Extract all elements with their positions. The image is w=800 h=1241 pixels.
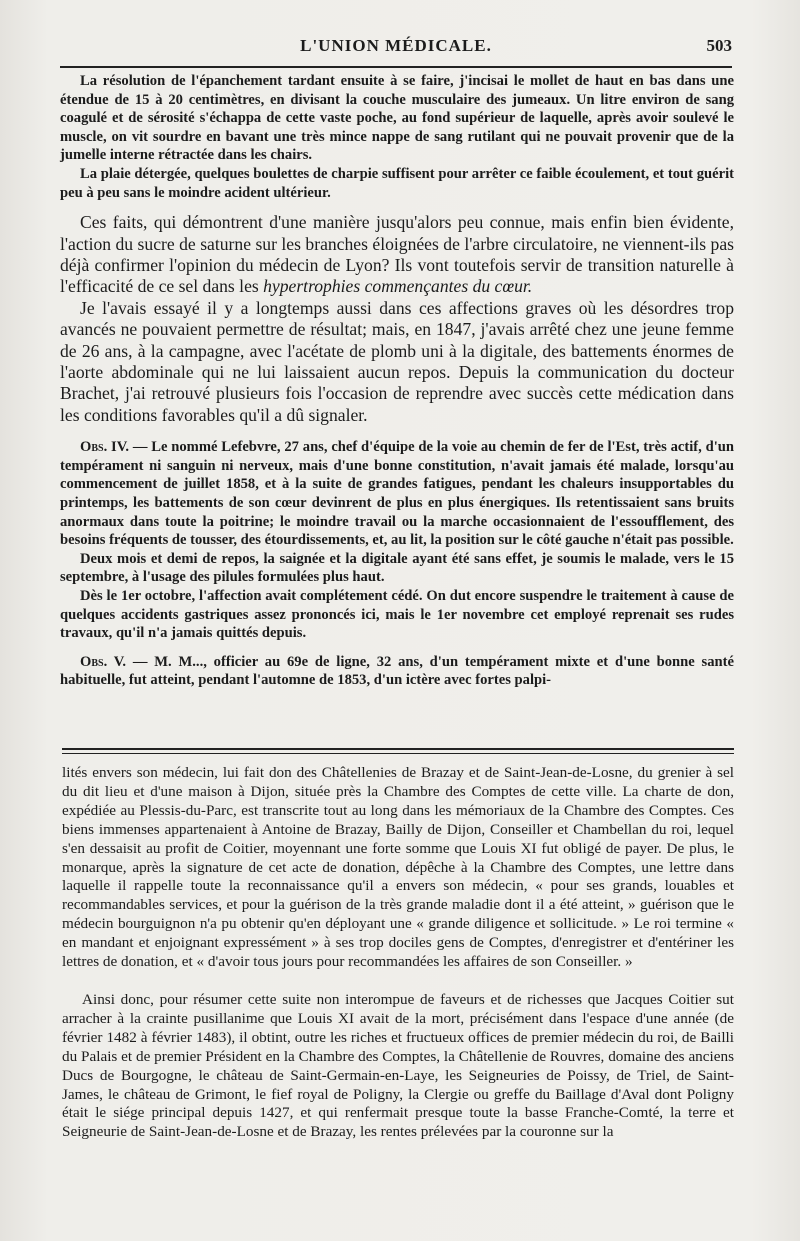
paragraph-lead-acetate: Je l'avais essayé il y a longtemps aussi dans ces affections graves où les désordres trop avancés ne pouvaient permettre de résultat; mais, en 1847, j'avais arrêté chez une jeune femme de 26 ans, à la campagne, avec l'acétate de plomb uni à la digitale, des battements énormes de l'aorte abdominale qui ne lui laissaient aucun repos. Depuis la communication du docteur Brachet, j'ai retrouvé plusieurs fois l'occasion de reprendre avec succès cette médication dans les conditions favorables qu'il a dû signaler. (60, 297, 734, 425)
paragraph-saturn-sugar (60, 212, 734, 298)
paragraph-rest: Deux mois et demi de repos, la saignée et la digitale ayant été sans effet, je soumis le malade, vers le 15 septembre, à l'usage des pilules formulées plus haut. (60, 550, 734, 586)
paragraph-text: Ces faits, qui démontrent d'une manière jusqu'alors peu connue, mais enfin bien évidente, l'action du sucre de saturne sur les branches éloignées de l'arbre circulatoire, ne viennent-ils pas déjà confirmer l'opinion du médecin de Lyon? Ils vont toutefois servir de transition naturelle à l'efficacité de ce sel dans les (60, 212, 734, 297)
footnote-rule (62, 748, 734, 756)
running-title: L'UNION MÉDICALE. (300, 36, 492, 55)
page-number: 503 (706, 36, 732, 55)
running-head (60, 36, 732, 62)
footnotes (62, 764, 734, 1142)
spacer (60, 202, 734, 212)
main-text (60, 72, 734, 690)
spacer (60, 426, 734, 438)
emphasis-hypertrophies: hypertrophies commençantes du cœur. (263, 276, 533, 297)
paragraph-healing: La plaie détergée, quelques boulettes de charpie suffisent pour arrêter ce faible écoulement, et tout guérit peu à peu sans le moindre acident ultérieur. (60, 165, 734, 201)
spacer (62, 972, 734, 991)
observation-label: Obs. V. (80, 653, 127, 670)
paragraph-incision: La résolution de l'épanchement tardant ensuite à se faire, j'incisai le mollet de haut en bas dans une étendue de 15 à 20 centimètres, en divisant la couche musculaire des jumeaux. Un litre environ de sang coagulé et de sérosité s'échappa de cette vaste poche, au fond supérieur de laquelle, après avoir soulevé le muscle, on vit sourdre en bavant une très mince nappe de sang rutilant qui ne pouvait provenir que de la jumelle interne rétractée dans les chairs. (60, 73, 734, 164)
spacer (60, 643, 734, 653)
footnote-paragraph-donation: lités envers son médecin, lui fait don des Châtellenies de Brazay et de Saint-Jean-de-Losne, du grenier à sel du dit lieu et d'une maison à Dijon, située près la Chambre des Comptes de cette ville. La charte de don, expédiée au Plessis-du-Parc, est transcrite tout au long dans les mémoriaux de la Chambre des Comptes. Ces biens immenses appartenaient à Antoine de Brazay, Bailly de Dijon, Conseiller et Chambellan du roi, lequel s'en dessaisit au profit de Coitier, moyennant une forte somme que Louis XI fut obligé de payer. De plus, le monarque, après la signature de cet acte de donation, dépêche à la Chambre des Comptes, une lettre dans laquelle il rappelle toute la reconnaissance qu'il a envers son médecin, « pour ses grands, louables et recommandables services, et pour la guérison de la très grande maladie dont il a été atteint, » guérison que le médecin bourguignon n'a pu obtenir qu'en déployant une « grande diligence et sollicitude. » Le roi termine « en mandant et enjoignant expressément » à ses trop dociles gens de Comptes, d'enregistrer et d'entériner les lettres de donation, et « d'avoir tous jours pour recommandées les affaires de son Conseiller. » (62, 764, 734, 971)
paragraph-october: Dès le 1er octobre, l'affection avait complétement cédé. On dut encore suspendre le traitement à cause de quelques accidents gastriques assez prononcés ici, mais le 1er novembre cet employé reprenait ses rudes travaux, qu'il n'a jamais quittés depuis. (60, 587, 734, 642)
footnote-paragraph-summary: Ainsi donc, pour résumer cette suite non interompue de faveurs et de richesses que Jacques Coitier sut arracher à la crainte pusillanime que Louis XI avait de la mort, précisément dans l'espace d'une année (de février 1482 à février 1483), il obtint, outre les riches et fructueux offices de premier médecin du roi, de Bailli du Palais et de premier Président en la Chambre des Comptes, la Châtellenie de Rouvres, domaine des anciens Ducs de Bourgogne, le château de Saint-Germain-en-Laye, les Seigneuries de Poissy, de Triel, de Saint-James, le château de Grimont, le fief royal de Poligny, la Clergie ou greffe du Baillage d'Aval dont Poligny était le siége principal depuis 1427, et qui renfermait presque toute la basse Franche-Comté, la terre et Seigneurie de Saint-Jean-de-Losne et de Brazay, les rentes prélevées par la couronne sur la (62, 990, 734, 1141)
observation-label: Obs. IV. (80, 439, 130, 456)
observation-iv (60, 438, 734, 550)
header-rule (60, 66, 732, 68)
observation-text: — M. M..., officier au 69e de ligne, 32 ans, d'un tempérament mixte et d'une bonne santé habituelle, fut atteint, pendant l'automne de 1853, d'un ictère avec fortes palpi- (60, 653, 734, 689)
observation-v (60, 653, 734, 690)
observation-text: — Le nommé Lefebvre, 27 ans, chef d'équipe de la voie au chemin de fer de l'Est, très actif, d'un tempérament ni sanguin ni nerveux, mais d'une bonne constitution, n'avait jamais été malade, lorsqu'au commencement de juillet 1858, et à la suite de grandes fatigues, pendant les chaleurs insupportables du printemps, les battements de son cœur devinrent de plus en plus énergiques. Ils retentissaient sans bruits anormaux dans toute la poitrine; le moindre travail ou la marche occasionnaient de l'essoufflement, des besoins fréquents de tousser, des étourdissements, et, au lit, la position sur le côté gauche n'était pas possible. (60, 439, 734, 549)
